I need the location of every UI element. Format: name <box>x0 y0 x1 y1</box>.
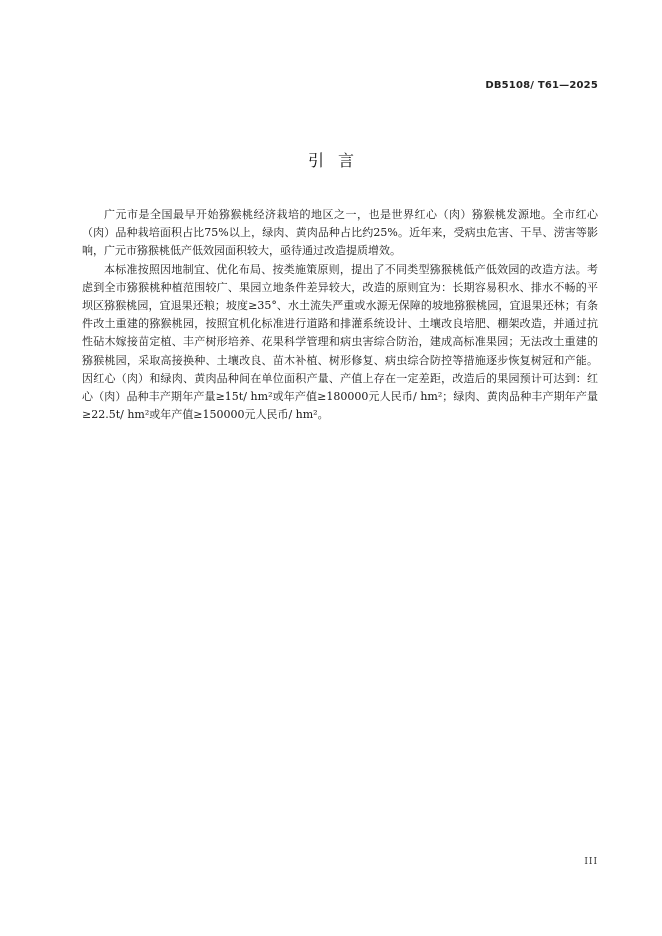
body-text <box>82 206 598 424</box>
page-title: 引言 <box>307 151 368 170</box>
paragraph-2: 本标准按照因地制宜、优化布局、按类施策原则，提出了不同类型猕猴桃低产低效园的改造方法。考虑到全市猕猴桃种植范围较广、果园立地条件差异较大，改造的原则宜为：长期容易积水、排水不畅的平坝区猕猴桃园，宜退果还粮；坡度≥35°、水土流失严重或水源无保障的坡地猕猴桃园，宜退果还林；有条件改土重建的猕猴桃园，按照宜机化标准进行道路和排灌系统设计、土壤改良培肥、棚架改造，并通过抗性砧木嫁接苗定植、丰产树形培养、花果科学管理和病虫害综合防治，建成高标准果园；无法改土重建的猕猴桃园，采取高接换种、土壤改良、苗木补植、树形修复、病虫综合防控等措施逐步恢复树冠和产能。因红心（肉）和绿肉、黄肉品种间在单位面积产量、产值上存在一定差距，改造后的果园预计可达到：红心（肉）品种丰产期年产量≥15t/ hm²或年产值≥180000元人民币/ hm²；绿肉、黄肉品种丰产期年产量≥22.5t/ hm²或年产值≥150000元人民币/ hm²。 <box>82 262 598 422</box>
paragraph-1: 广元市是全国最早开始猕猴桃经济栽培的地区之一，也是世界红心（肉）猕猴桃发源地。全市红心（肉）品种栽培面积占比75%以上，绿肉、黄肉品种占比约25%。近年来，受病虫危害、干旱、涝害等影响，广元市猕猴桃低产低效园面积较大，亟待通过改造提质增效。 <box>82 208 598 258</box>
page-number: III <box>584 857 598 867</box>
document-code: DB5108/ T61—2025 <box>485 80 598 91</box>
